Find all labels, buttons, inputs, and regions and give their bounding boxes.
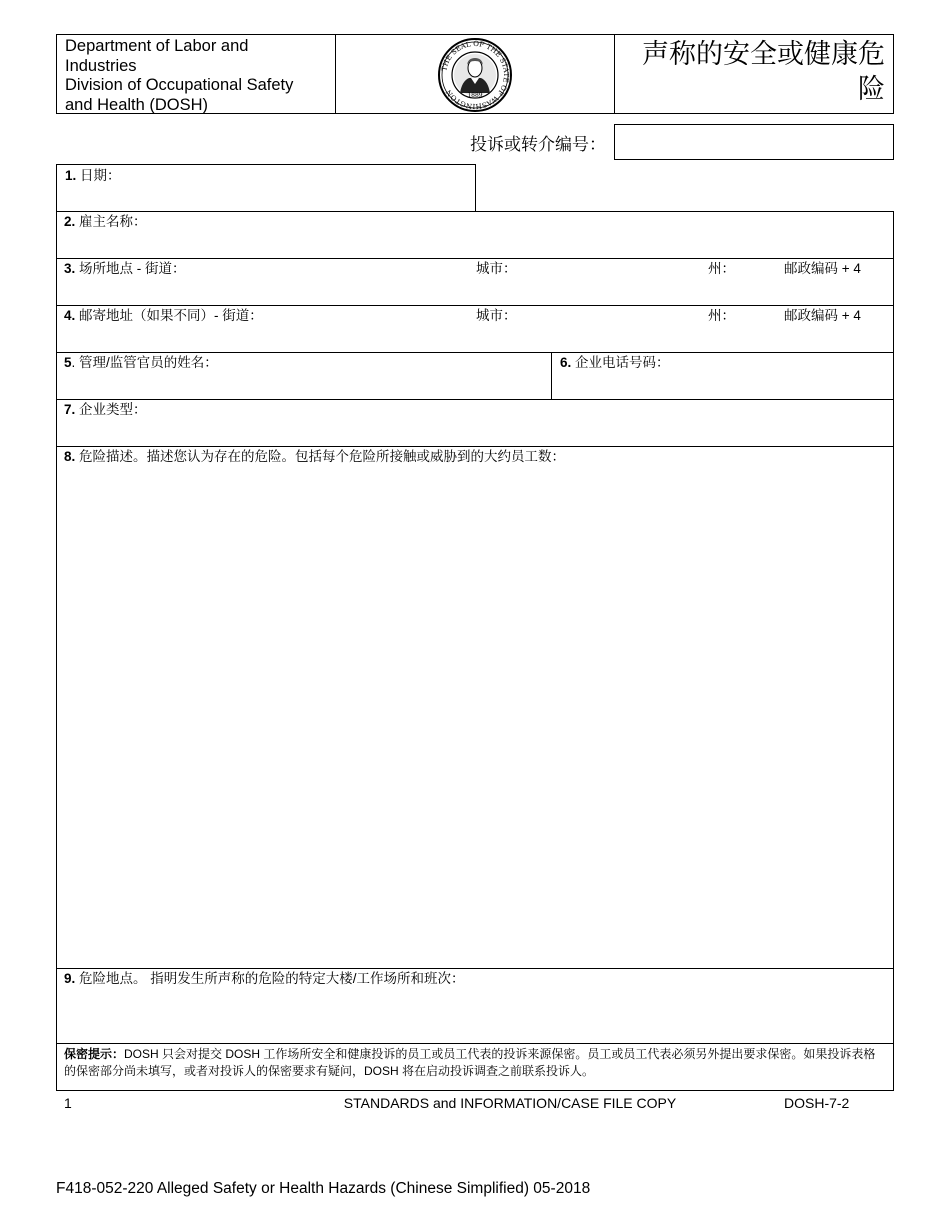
field-5-number: 5	[64, 355, 72, 370]
field-6-number: 6.	[560, 355, 572, 370]
notice-text: DOSH 只会对提交 DOSH 工作场所安全和健康投诉的员工或员工代表的投诉来源保密。员工或员工代表必须另外提出要求保密。如果投诉表格的保密部分尚未填写，或者对投诉人的保密要求有疑问，DOSH 将在启动投诉调查之前联系投诉人。	[64, 1047, 876, 1078]
complaint-number-input[interactable]	[614, 124, 894, 160]
field-7-label: 企业类型：	[79, 402, 147, 417]
agency-line-1: Department of Labor and	[65, 37, 249, 55]
divider	[56, 968, 894, 969]
divider	[56, 305, 894, 306]
site-zip-field[interactable]: 邮政编码 + 4	[784, 261, 861, 276]
seal-year: 1889	[467, 92, 483, 99]
seal-cell	[335, 34, 615, 114]
field-1-label: 日期：	[80, 168, 121, 183]
hazard-location-field[interactable]	[64, 970, 465, 987]
divider	[56, 446, 894, 447]
field-9-label: 危险地点。 指明发生所声称的危险的特定大楼/工作场所和班次：	[79, 971, 465, 986]
title-line-1: 声称的安全或健康危	[642, 39, 885, 69]
field-8-number: 8.	[64, 449, 76, 464]
confidentiality-notice	[56, 1043, 894, 1091]
site-state-field[interactable]: 州：	[708, 261, 735, 276]
field-7-number: 7.	[64, 402, 76, 417]
mailing-street-field[interactable]	[64, 307, 263, 324]
site-city-field[interactable]: 城市：	[476, 261, 517, 276]
field-4-number: 4.	[64, 308, 76, 323]
complaint-number-label: 投诉或转介编号：	[470, 135, 606, 154]
field-8-label: 危险描述。描述您认为存在的危险。包括每个危险所接触或威胁到的大约员工数：	[79, 449, 566, 464]
mailing-zip-field[interactable]: 邮政编码 + 4	[784, 308, 861, 323]
form-title	[614, 34, 894, 114]
title-line-2: 险	[858, 74, 885, 104]
field-2-label: 雇主名称：	[79, 214, 147, 229]
business-type-field[interactable]	[64, 401, 147, 418]
field-3-number: 3.	[64, 261, 76, 276]
notice-heading: 保密提示：	[64, 1047, 125, 1061]
field-1-number: 1.	[65, 168, 77, 183]
mailing-city-field[interactable]: 城市：	[476, 308, 517, 323]
field-9-number: 9.	[64, 971, 76, 986]
agency-line-3: Division of Occupational Safety	[65, 76, 294, 94]
field-2-number: 2.	[64, 214, 76, 229]
seal-arc-text: THE SEAL OF THE STATE OF WASHINGTON	[440, 39, 511, 111]
agency-line-4: and Health (DOSH)	[65, 95, 209, 114]
manager-name-field[interactable]	[64, 354, 218, 371]
site-street-field[interactable]	[64, 260, 186, 277]
field-3-label: 场所地点 - 街道：	[79, 261, 186, 276]
field-5-label: . 管理/监管官员的姓名：	[71, 355, 218, 370]
field-6-label: 企业电话号码：	[575, 355, 670, 370]
state-seal-icon	[437, 37, 513, 113]
agency-block	[56, 34, 336, 114]
form-body	[56, 211, 894, 1091]
form-identifier: F418-052-220 Alleged Safety or Health Hazards (Chinese Simplified) 05-2018	[56, 1180, 591, 1197]
agency-line-2: Industries	[65, 56, 137, 75]
date-field[interactable]	[56, 164, 476, 212]
divider	[56, 399, 894, 400]
divider	[56, 352, 894, 353]
field-4-label: 邮寄地址（如果不同）- 街道：	[79, 308, 263, 323]
business-phone-field[interactable]	[560, 354, 670, 371]
divider	[551, 352, 552, 399]
page-number: 1	[64, 1095, 72, 1111]
mailing-state-field[interactable]: 州：	[708, 308, 735, 323]
hazard-description-field[interactable]	[64, 448, 565, 465]
employer-name-field[interactable]	[64, 213, 147, 230]
divider	[56, 258, 894, 259]
copy-designation: STANDARDS and INFORMATION/CASE FILE COPY	[343, 1095, 677, 1111]
form-code: DOSH-7-2	[784, 1095, 850, 1111]
